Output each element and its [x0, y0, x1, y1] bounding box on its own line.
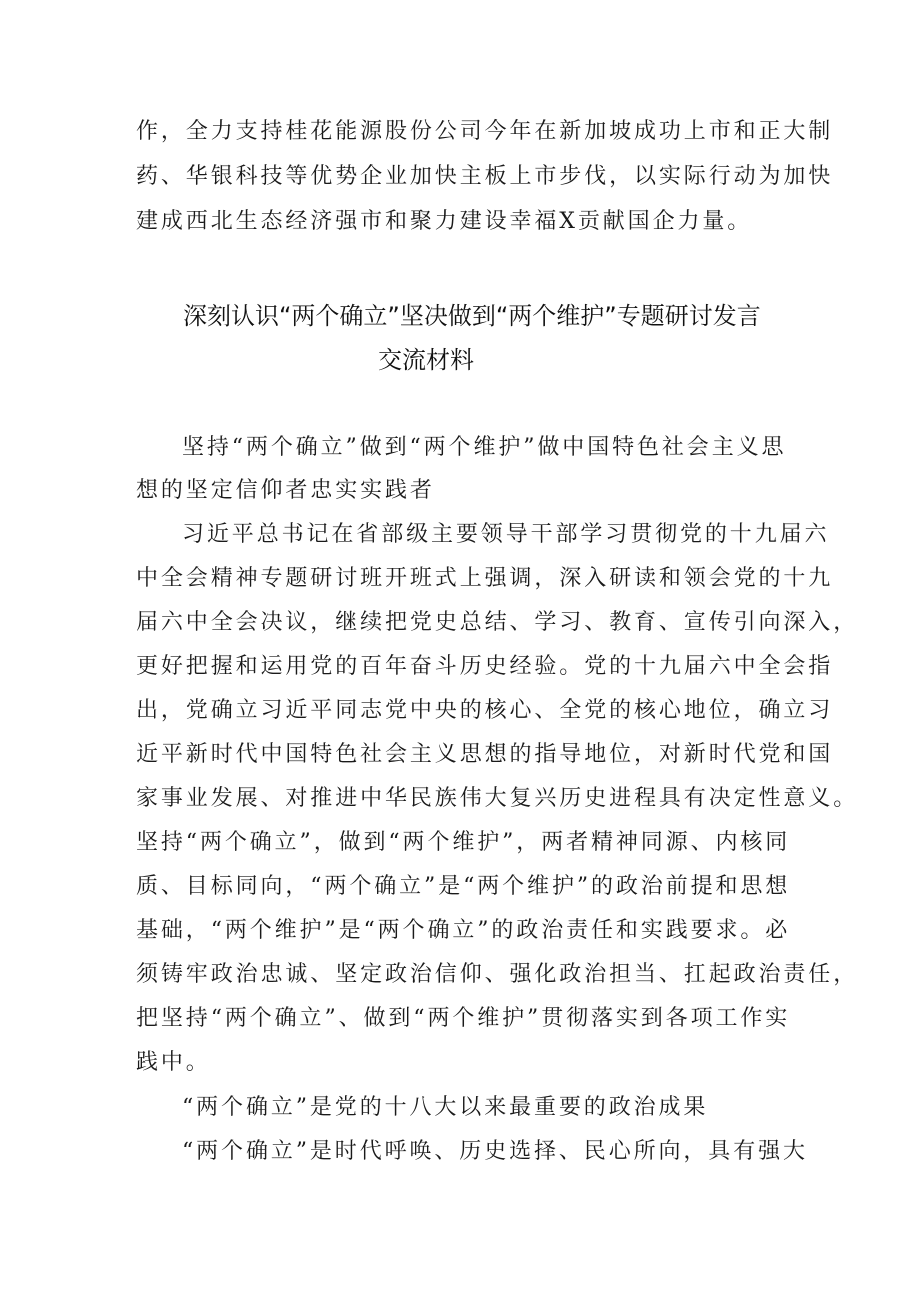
body-line: 基础，“两个维护”是“两个确立”的政治责任和实践要求。必 [136, 918, 791, 943]
body-line: 坚持“两个确立”，做到“两个维护”，两者精神同源、内核同 [136, 830, 791, 855]
document-title-line-1: 深刻认识“两个确立”坚决做到“两个维护”专题研讨发言 [183, 302, 761, 330]
document-title-line-2: 交流材料 [378, 346, 474, 374]
body-line: 出，党确立习近平同志党中央的核心、全党的核心地位，确立习 [136, 698, 834, 723]
intro-line-2: 药、华银科技等优势企业加快主板上市步伐，以实际行动为加快 [136, 164, 834, 189]
intro-line-3: 建成西北生态经济强市和聚力建设幸福X贡献国企力量。 [136, 209, 753, 234]
subtitle-line-2: 想的坚定信仰者忠实实践者 [136, 478, 435, 503]
body-line: 中全会精神专题研讨班开班式上强调，深入研读和领会党的十九 [136, 566, 834, 591]
body-line: “两个确立”是时代呼唤、历史选择、民心所向，具有强大 [182, 1139, 808, 1164]
body-line: 近平新时代中国特色社会主义思想的指导地位，对新时代党和国 [136, 742, 834, 767]
body-line: 届六中全会决议，继续把党史总结、学习、教育、宣传引向深入， [136, 610, 859, 635]
body-line: 须铸牢政治忠诚、坚定政治信仰、强化政治担当、扛起政治责任， [136, 962, 859, 987]
body-line: 把坚持“两个确立”、做到“两个维护”贯彻落实到各项工作实 [136, 1006, 791, 1031]
intro-line-1: 作，全力支持桂花能源股份公司今年在新加坡成功上市和正大制 [136, 119, 834, 144]
body-line: 更好把握和运用党的百年奋斗历史经验。党的十九届六中全会指 [136, 654, 834, 679]
subtitle-line-1: 坚持“两个确立”做到“两个维护”做中国特色社会主义思 [182, 435, 787, 460]
body-line: 家事业发展、对推进中华民族伟大复兴历史进程具有决定性意义。 [136, 786, 859, 811]
body-line: 习近平总书记在省部级主要领导干部学习贯彻党的十九届六 [182, 522, 830, 547]
body-line: 质、目标同向，“两个确立”是“两个维护”的政治前提和思想 [136, 874, 791, 899]
body-line: 践中。 [136, 1050, 211, 1075]
section-heading: “两个确立”是党的十八大以来最重要的政治成果 [182, 1095, 709, 1120]
